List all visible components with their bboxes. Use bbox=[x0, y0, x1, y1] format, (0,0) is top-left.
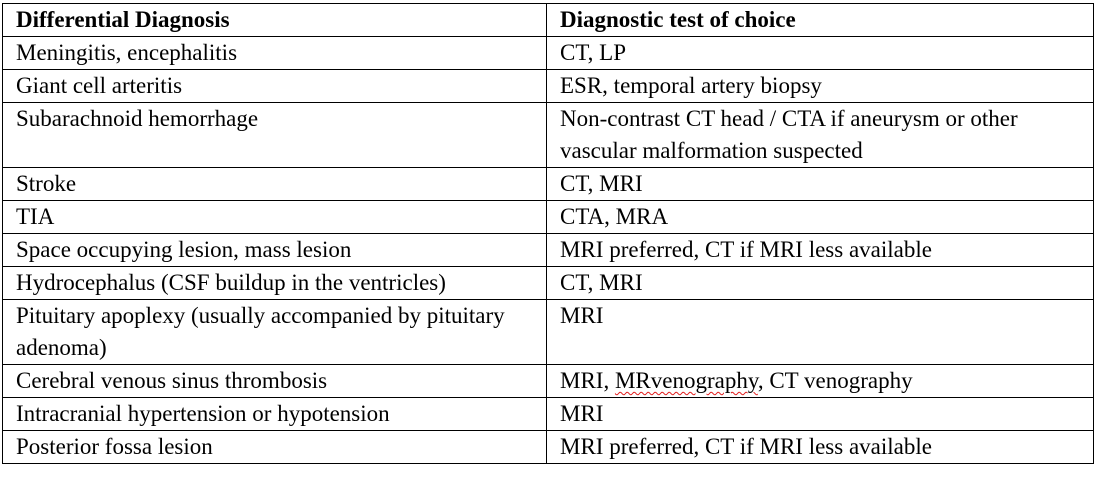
test-cell: CT, LP bbox=[547, 37, 1094, 70]
diagnosis-cell: Intracranial hypertension or hypotension bbox=[3, 398, 547, 431]
table-row bbox=[3, 267, 1094, 300]
diagnosis-cell: Stroke bbox=[3, 168, 547, 201]
test-cell: MRI bbox=[547, 398, 1094, 431]
diagnosis-cell: Space occupying lesion, mass lesion bbox=[3, 234, 547, 267]
diagnosis-cell: Posterior fossa lesion bbox=[3, 431, 547, 464]
table-row bbox=[3, 201, 1094, 234]
diagnosis-cell: Meningitis, encephalitis bbox=[3, 37, 547, 70]
table-row bbox=[3, 168, 1094, 201]
test-cell: MRI preferred, CT if MRI less available bbox=[547, 431, 1094, 464]
table-row bbox=[3, 300, 1094, 365]
table-row bbox=[3, 37, 1094, 70]
test-text-after: , CT venography bbox=[757, 368, 913, 393]
test-cell: CT, MRI bbox=[547, 267, 1094, 300]
column-header-diagnosis: Differential Diagnosis bbox=[3, 4, 547, 37]
table-row bbox=[3, 431, 1094, 464]
column-header-test: Diagnostic test of choice bbox=[547, 4, 1094, 37]
test-cell: Non-contrast CT head / CTA if aneurysm or other vascular malformation suspected bbox=[547, 103, 1094, 168]
test-cell: MRI bbox=[547, 300, 1094, 365]
diagnosis-cell: Giant cell arteritis bbox=[3, 70, 547, 103]
table-header-row bbox=[3, 4, 1094, 37]
test-cell: CTA, MRA bbox=[547, 201, 1094, 234]
test-cell: CT, MRI bbox=[547, 168, 1094, 201]
test-cell bbox=[547, 365, 1094, 398]
test-text-before: MRI, bbox=[560, 368, 615, 393]
test-cell: ESR, temporal artery biopsy bbox=[547, 70, 1094, 103]
table-row bbox=[3, 398, 1094, 431]
diagnosis-cell: Hydrocephalus (CSF buildup in the ventricles) bbox=[3, 267, 547, 300]
table-row bbox=[3, 365, 1094, 398]
diagnosis-cell: Subarachnoid hemorrhage bbox=[3, 103, 547, 168]
diagnosis-cell: Cerebral venous sinus thrombosis bbox=[3, 365, 547, 398]
spellcheck-flagged-word: MRvenography bbox=[614, 368, 758, 393]
diagnosis-cell: Pituitary apoplexy (usually accompanied by pituitary adenoma) bbox=[3, 300, 547, 365]
table-row bbox=[3, 70, 1094, 103]
differential-diagnosis-table bbox=[2, 3, 1094, 464]
diagnosis-cell: TIA bbox=[3, 201, 547, 234]
table-row bbox=[3, 234, 1094, 267]
table-row bbox=[3, 103, 1094, 168]
test-cell: MRI preferred, CT if MRI less available bbox=[547, 234, 1094, 267]
